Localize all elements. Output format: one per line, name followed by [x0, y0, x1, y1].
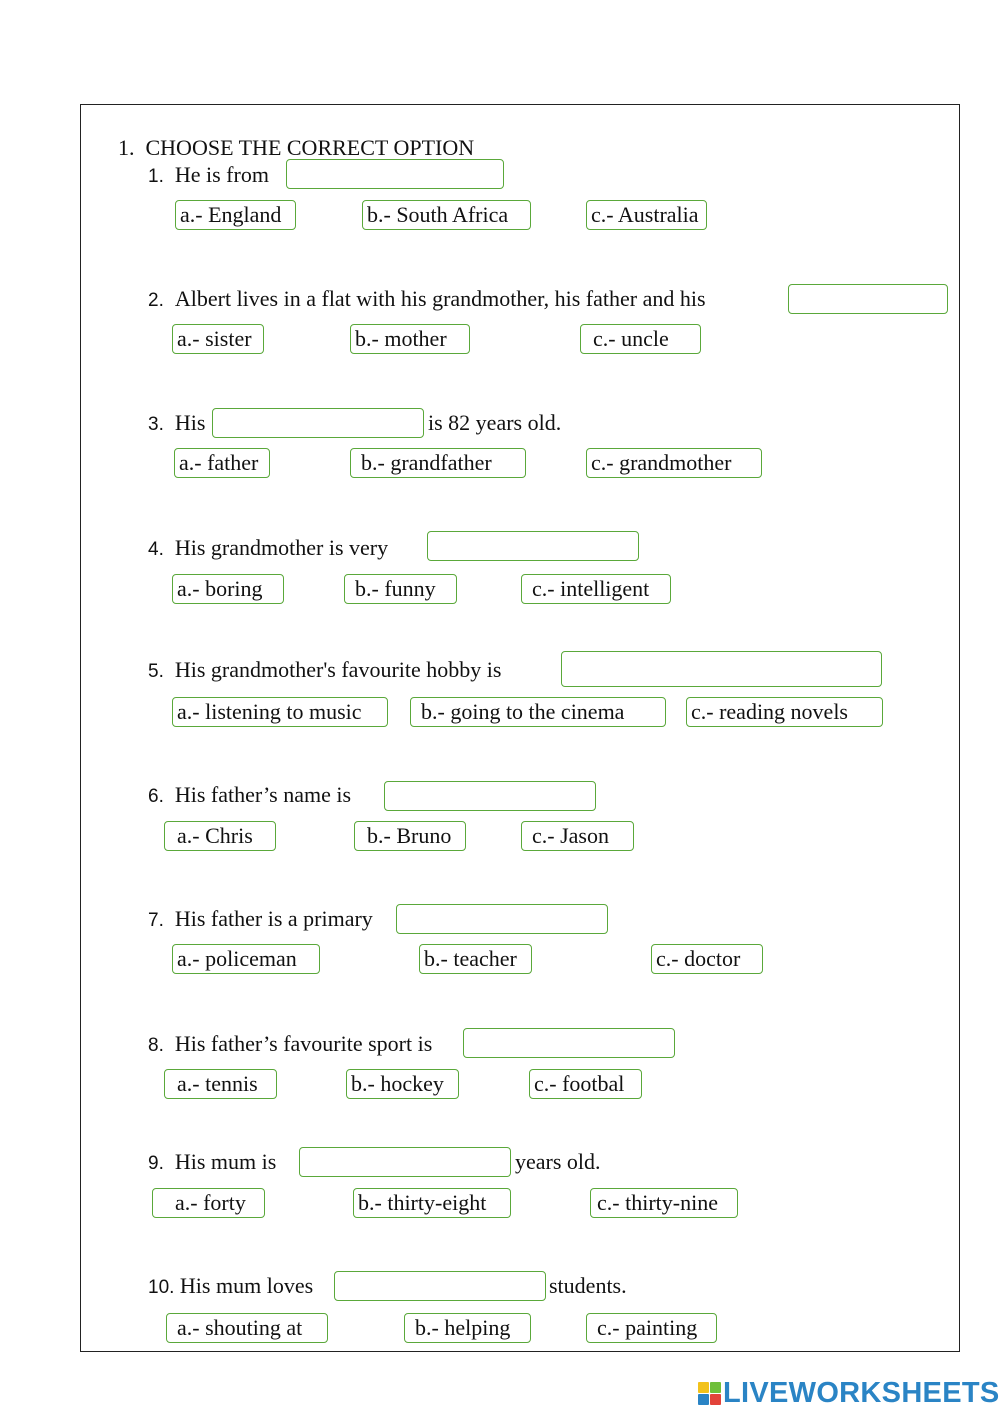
answer-box-6[interactable]	[384, 781, 596, 811]
question-7: 7. His father is a primary	[148, 906, 373, 931]
question-5: 5. His grandmother's favourite hobby is	[148, 657, 502, 682]
answer-box-9[interactable]	[299, 1147, 511, 1177]
option-2a[interactable]: a.- sister	[172, 324, 264, 354]
question-10: 10. His mum loves	[148, 1273, 314, 1298]
question-4: 4. His grandmother is very	[148, 535, 389, 560]
answer-box-7[interactable]	[396, 904, 608, 934]
option-9c[interactable]: c.- thirty-nine	[590, 1188, 738, 1218]
option-4b[interactable]: b.- funny	[344, 574, 457, 604]
liveworksheets-logo-icon	[698, 1382, 721, 1405]
question-6: 6. His father’s name is	[148, 782, 352, 807]
answer-box-1[interactable]	[286, 159, 504, 189]
option-8a[interactable]: a.- tennis	[164, 1069, 277, 1099]
brand-name: LIVEWORKSHEETS	[723, 1376, 1000, 1409]
option-7a[interactable]: a.- policeman	[172, 944, 320, 974]
option-7b[interactable]: b.- teacher	[419, 944, 532, 974]
option-7c[interactable]: c.- doctor	[651, 944, 763, 974]
question-9-end: years old.	[515, 1149, 601, 1174]
question-8: 8. His father’s favourite sport is	[148, 1031, 433, 1056]
option-3b[interactable]: b.- grandfather	[350, 448, 526, 478]
answer-box-8[interactable]	[463, 1028, 675, 1058]
option-6b[interactable]: b.- Bruno	[354, 821, 466, 851]
option-6a[interactable]: a.- Chris	[164, 821, 276, 851]
option-8c[interactable]: c.- footbal	[529, 1069, 642, 1099]
question-10-end: students.	[549, 1273, 627, 1298]
question-3: 3. His	[148, 410, 206, 435]
question-3-end: is 82 years old.	[428, 410, 562, 435]
option-10a[interactable]: a.- shouting at	[166, 1313, 328, 1343]
option-6c[interactable]: c.- Jason	[521, 821, 634, 851]
option-4a[interactable]: a.- boring	[172, 574, 284, 604]
liveworksheets-brand	[698, 1377, 1000, 1409]
answer-box-2[interactable]	[788, 284, 948, 314]
answer-box-3[interactable]	[212, 408, 424, 438]
option-5a[interactable]: a.- listening to music	[172, 697, 388, 727]
option-1a[interactable]: a.- England	[175, 200, 296, 230]
option-4c[interactable]: c.- intelligent	[521, 574, 671, 604]
option-5c[interactable]: c.- reading novels	[686, 697, 883, 727]
option-1c[interactable]: c.- Australia	[586, 200, 707, 230]
option-9a[interactable]: a.- forty	[152, 1188, 265, 1218]
section-heading: 1. CHOOSE THE CORRECT OPTION	[118, 135, 475, 160]
option-3a[interactable]: a.- father	[174, 448, 270, 478]
option-2b[interactable]: b.- mother	[350, 324, 470, 354]
answer-box-10[interactable]	[334, 1271, 546, 1301]
option-8b[interactable]: b.- hockey	[346, 1069, 459, 1099]
option-1b[interactable]: b.- South Africa	[362, 200, 531, 230]
option-3c[interactable]: c.- grandmother	[586, 448, 762, 478]
question-9: 9. His mum is	[148, 1149, 277, 1174]
option-10c[interactable]: c.- painting	[586, 1313, 717, 1343]
question-2: 2. Albert lives in a flat with his grandmother, his father and his	[148, 286, 706, 311]
question-1: 1. He is from	[148, 162, 269, 187]
option-10b[interactable]: b.- helping	[404, 1313, 531, 1343]
answer-box-5[interactable]	[561, 651, 882, 687]
option-2c[interactable]: c.- uncle	[580, 324, 701, 354]
option-9b[interactable]: b.- thirty-eight	[353, 1188, 511, 1218]
option-5b[interactable]: b.- going to the cinema	[410, 697, 666, 727]
answer-box-4[interactable]	[427, 531, 639, 561]
